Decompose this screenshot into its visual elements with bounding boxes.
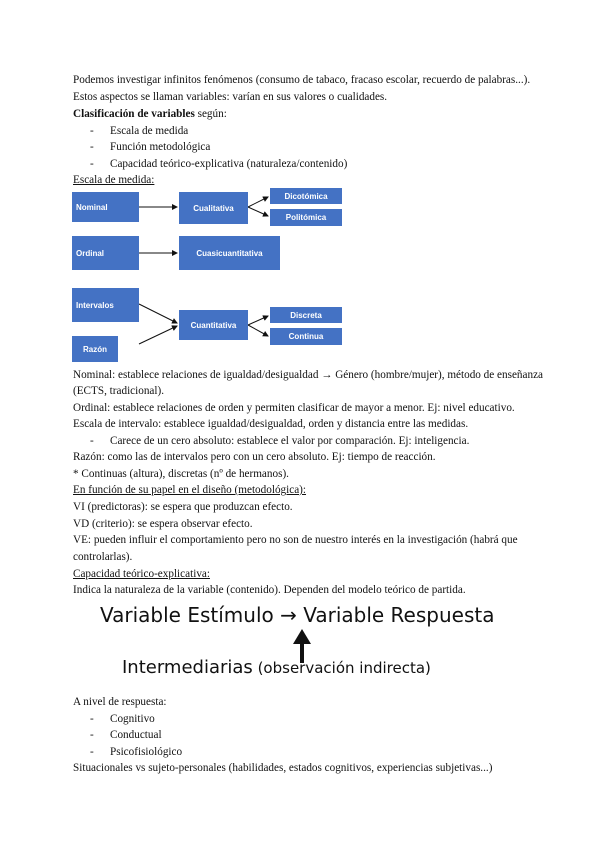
stimulus-response-line: Variable Estímulo → Variable Respuesta <box>100 603 495 627</box>
intervalos-box: Intervalos <box>72 288 139 322</box>
cuantitativa-box: Cuantitativa <box>179 310 248 340</box>
respuesta-item: - Conductual <box>90 729 162 741</box>
classification-bold: Clasificación de variables <box>73 108 195 120</box>
ordinal-box: Ordinal <box>72 236 139 270</box>
stimulus-response-diagram <box>100 601 495 687</box>
razon-text: Razón: como las de intervalos pero con un cero absoluto. Ej: tiempo de reacción. <box>73 451 436 463</box>
ordinal-text: Ordinal: establece relaciones de orden y permiten clasificar de mayor a menor. Ej: nivel educativo. <box>73 402 515 414</box>
ve-text-1: VE: pueden influir el comportamiento pero no son de nuestro interés en la investigación (habrá que <box>73 534 518 546</box>
intro-line-2: Estos aspectos se llaman variables: varían en sus valores o cualidades. <box>73 91 388 103</box>
measurement-scale-diagram <box>72 188 344 362</box>
intro-line-3 <box>73 106 227 122</box>
capacidad-heading: Capacidad teórico-explicativa: <box>73 568 210 580</box>
classification-rest: según: <box>194 108 227 120</box>
intervalo-text: Escala de intervalo: establece igualdad/desigualdad, orden y distancia entre las medidas. <box>73 418 469 430</box>
intermediarias-line: Intermediarias (observación indirecta) <box>122 657 431 678</box>
ve-text-2: controlarlas). <box>73 551 133 563</box>
criteria-item: - Capacidad teórico-explicativa (naturaleza/contenido) <box>90 158 348 170</box>
funcion-heading: En función de su papel en el diseño (metodológica): <box>73 484 307 496</box>
intro-line-1: Podemos investigar infinitos fenómenos (consumo de tabaco, fracaso escolar, recuerdo de palabras...). <box>73 74 531 86</box>
politomica-box: Politómica <box>270 209 342 226</box>
nominal-text-1: Nominal: establece relaciones de igualdad/desigualdad → Género (hombre/mujer), método de enseñanza <box>73 369 544 381</box>
vd-text: VD (criterio): se espera observar efecto. <box>73 518 253 530</box>
dicotomica-box: Dicotómica <box>270 188 342 204</box>
respuesta-item: - Psicofisiológico <box>90 746 183 758</box>
capacidad-text: Indica la naturaleza de la variable (contenido). Dependen del modelo teórico de partida. <box>73 584 466 596</box>
cualitativa-box: Cualitativa <box>179 192 248 224</box>
continua-box: Continua <box>270 328 342 345</box>
respuesta-heading: A nivel de respuesta: <box>73 696 167 708</box>
continuas-text: * Continuas (altura), discretas (nº de hermanos). <box>73 468 289 480</box>
nominal-box: Nominal <box>72 192 139 222</box>
cuasicuantitativa-box: Cuasicuantitativa <box>179 236 280 270</box>
respuesta-item: - Cognitivo <box>90 713 155 725</box>
nominal-text-2: (ECTS, tradicional). <box>73 385 165 397</box>
criteria-item: - Función metodológica <box>90 141 211 153</box>
discreta-box: Discreta <box>270 307 342 323</box>
razon-box: Razón <box>72 336 118 362</box>
escala-heading: Escala de medida: <box>73 174 155 186</box>
vi-text: VI (predictoras): se espera que produzcan efecto. <box>73 501 293 513</box>
situacionales-text: Situacionales vs sujeto-personales (habilidades, estados cognitivos, experiencias subjetivas...) <box>73 762 493 774</box>
criteria-item: - Escala de medida <box>90 125 189 137</box>
intervalo-bullet: - Carece de un cero absoluto: establece el valor por comparación. Ej: inteligencia. <box>90 435 470 447</box>
